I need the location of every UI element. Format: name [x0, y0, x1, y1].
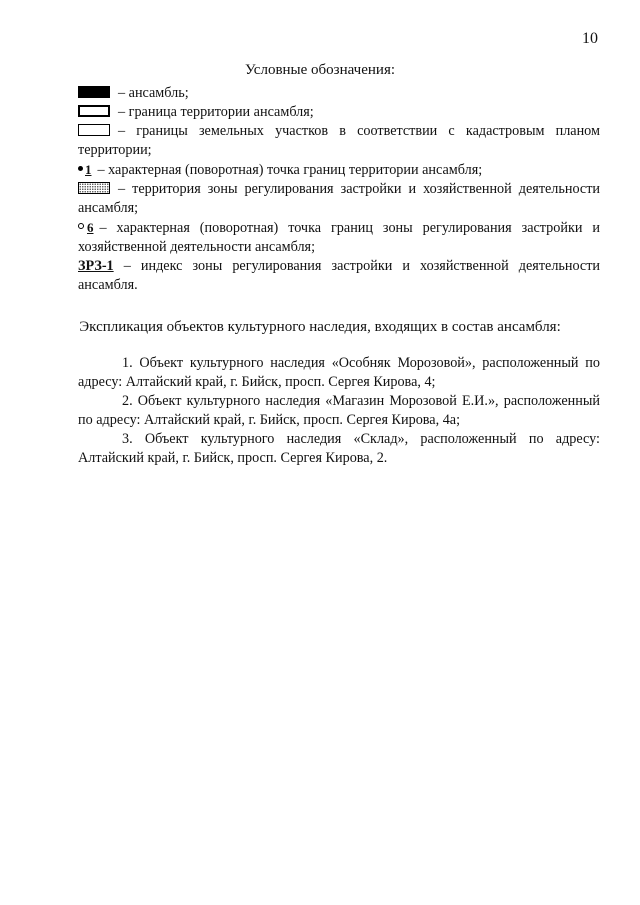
- point-number: 1: [85, 162, 92, 177]
- filled-point-marker: [78, 160, 92, 179]
- heritage-object-item: 1. Объект культурного наследия «Особняк Морозовой», расположенный по адресу: Алтайский край, г. Бийск, просп. Сергея Кирова, 4;: [78, 355, 600, 390]
- legend-item-text: – границы земельных участков в соответствии с кадастровым планом территории;: [78, 123, 600, 158]
- legend-item-text: – граница территории ансамбля;: [118, 104, 314, 120]
- open-dot-icon: [78, 223, 84, 229]
- heritage-object-item: 3. Объект культурного наследия «Склад», расположенный по адресу: Алтайский край, г. Бийск, просп. Сергея Кирова, 2.: [78, 431, 600, 466]
- legend-item-text: – индекс зоны регулирования застройки и хозяйственной деятельности ансамбля.: [78, 258, 600, 293]
- thin-outline-rect-icon: [78, 124, 110, 136]
- page-number: 10: [582, 30, 598, 47]
- legend-item-territory-point: [78, 160, 600, 180]
- legend-item-text: – территория зоны регулирования застройки и хозяйственной деятельности ансамбля;: [78, 181, 600, 216]
- explication-title: Экспликация объектов культурного наследия, входящих в состав ансамбля:: [79, 319, 561, 335]
- open-point-marker: [78, 218, 94, 237]
- legend-item-territory-border: [78, 103, 600, 122]
- dotted-rect-icon: [78, 182, 110, 194]
- thick-outline-rect-icon: [78, 105, 110, 117]
- heritage-object-item: 2. Объект культурного наследия «Магазин Морозовой Е.И.», расположенный по адресу: Алтайский край, г. Бийск, просп. Сергея Кирова, 4а;: [78, 393, 600, 428]
- zone-index-label: ЗРЗ-1: [78, 258, 114, 274]
- legend: [78, 84, 600, 295]
- black-rect-icon: [78, 86, 110, 98]
- legend-title: Условные обозначения:: [244, 62, 396, 78]
- legend-item-text: – характерная (поворотная) точка границ зоны регулирования застройки и хозяйственной деятельности ансамбля;: [78, 220, 600, 255]
- heritage-object-list: [78, 354, 600, 468]
- legend-item-zone-index: [78, 257, 600, 295]
- legend-item-text: – ансамбль;: [118, 85, 189, 101]
- legend-item-text: – характерная (поворотная) точка границ территории ансамбля;: [97, 162, 483, 178]
- point-number: 6: [87, 220, 94, 235]
- legend-item-zone-point: [78, 218, 600, 257]
- filled-dot-icon: [78, 166, 83, 171]
- legend-item-zone-territory: [78, 180, 600, 218]
- legend-item-land-plots: [78, 122, 600, 160]
- legend-item-ensemble: [78, 84, 600, 103]
